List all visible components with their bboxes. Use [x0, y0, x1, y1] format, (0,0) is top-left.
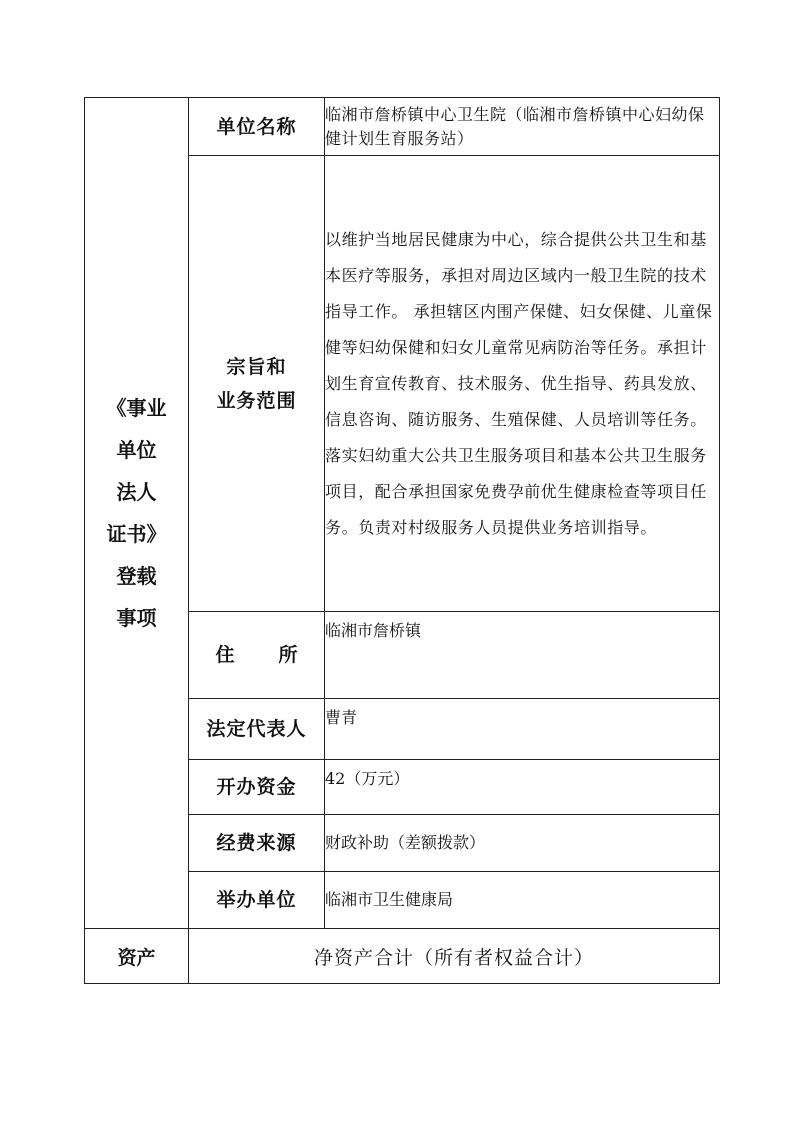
- unit-name-value: 临湘市詹桥镇中心卫生院（临湘市詹桥镇中心妇幼保健计划生育服务站）: [325, 98, 720, 156]
- purpose-value: 以维护当地居民健康为中心，综合提供公共卫生和基本医疗等服务，承担对周边区域内一般卫生院的技术指导工作。 承担辖区内围产保健、妇女保健、儿童保健等妇幼保健和妇女儿童常见病防治等任务。承担计划生育宣传教育、技术服务、优生指导、药具发放、信息咨询、随访服务、生殖保健、人员培训等任务。落实妇幼重大公共卫生服务项目和基本公共卫生服务项目，配合承担国家免费孕前优生健康检查等项目任务。负责对村级服务人员提供业务培训指导。: [325, 156, 720, 612]
- section-label-line: 证书》: [106, 522, 167, 546]
- capital-label: 开办资金: [189, 760, 325, 815]
- row-unit-name: [85, 98, 720, 156]
- capital-value: 42（万元）: [325, 760, 720, 815]
- certificate-section-label: [85, 98, 189, 929]
- section-label-line: 法人: [116, 480, 157, 504]
- section-label-line: 事项: [116, 606, 157, 630]
- sponsor-value: 临湘市卫生健康局: [325, 872, 720, 929]
- section-label-line: 登载: [116, 564, 157, 588]
- row-assets: [85, 929, 720, 984]
- funding-value: 财政补助（差额拨款）: [325, 815, 720, 872]
- address-label: 住 所: [189, 612, 325, 699]
- unit-name-label: 单位名称: [189, 98, 325, 156]
- assets-value: 净资产合计（所有者权益合计）: [189, 929, 720, 984]
- address-value: 临湘市詹桥镇: [325, 612, 720, 699]
- section-label-line: 单位: [116, 438, 157, 462]
- sponsor-label: 举办单位: [189, 872, 325, 929]
- legal-rep-value: 曹青: [325, 699, 720, 760]
- funding-label: 经费来源: [189, 815, 325, 872]
- registration-table: [84, 97, 720, 984]
- purpose-label: 宗旨和 业务范围: [189, 156, 325, 612]
- section-label-line: 《事业: [106, 396, 167, 420]
- assets-label: 资产: [85, 929, 189, 984]
- legal-rep-label: 法定代表人: [189, 699, 325, 760]
